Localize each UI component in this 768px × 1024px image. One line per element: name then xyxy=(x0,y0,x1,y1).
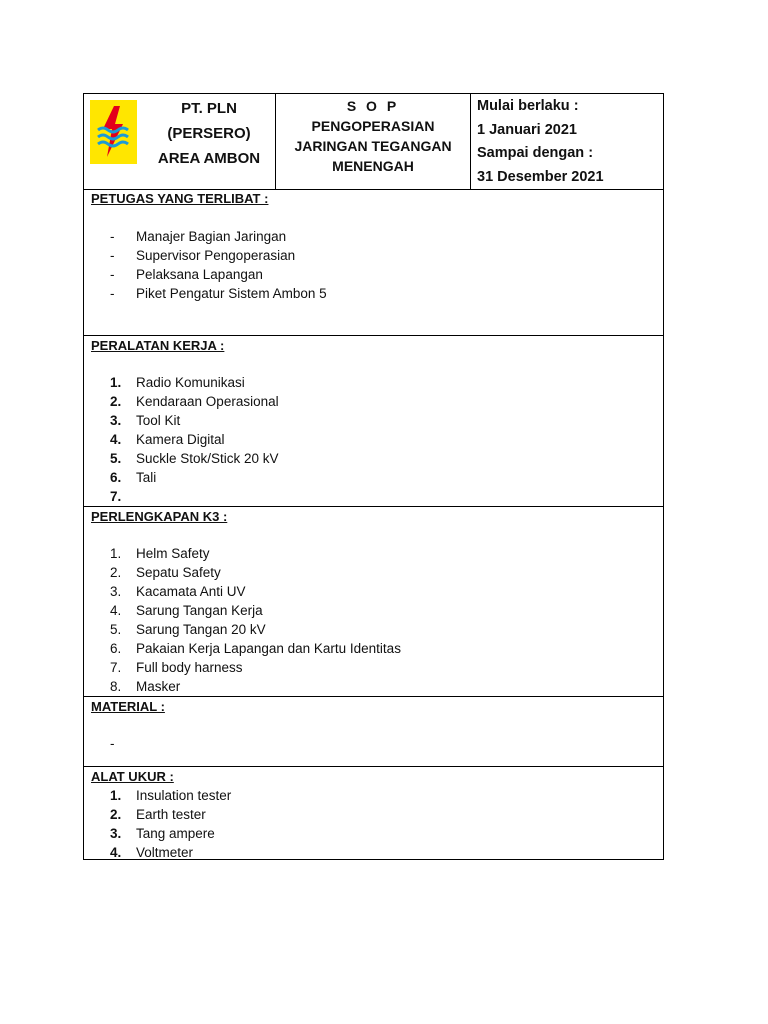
company-name xyxy=(142,96,276,171)
company-line: PT. PLN xyxy=(181,100,237,117)
validity-line: 1 Januari 2021 xyxy=(477,121,577,138)
list-marker: 2. xyxy=(110,394,122,409)
validity-line: 31 Desember 2021 xyxy=(477,168,604,185)
list-item-text: Manajer Bagian Jaringan xyxy=(136,229,287,244)
pln-logo-icon xyxy=(90,100,137,164)
list-item-text: Tali xyxy=(136,470,157,485)
list-item-text: Insulation tester xyxy=(136,788,232,803)
list-marker: 8. xyxy=(110,679,122,694)
validity-line: Sampai dengan : xyxy=(477,145,594,161)
section-perlengkapan-k3 xyxy=(84,507,663,697)
list-marker: 2. xyxy=(110,807,122,822)
list-marker: 7. xyxy=(110,660,122,675)
list-marker: 1. xyxy=(110,375,122,390)
list-marker: 6. xyxy=(110,641,122,656)
list-item-text: Pakaian Kerja Lapangan dan Kartu Identitas xyxy=(136,641,401,656)
list-item-text: Full body harness xyxy=(136,660,243,675)
list-item-text: Radio Komunikasi xyxy=(136,375,245,390)
list-marker: 3. xyxy=(110,826,122,841)
list-marker: 6. xyxy=(110,470,122,485)
list-item-text: Supervisor Pengoperasian xyxy=(136,248,296,263)
validity-cell xyxy=(471,94,664,189)
list-marker: 3. xyxy=(110,584,122,599)
list-item-text: Kendaraan Operasional xyxy=(136,394,279,409)
list-marker: - xyxy=(110,267,115,282)
list-item-text: Pelaksana Lapangan xyxy=(136,267,263,282)
list-item-text: Masker xyxy=(136,679,181,694)
section-title: PERALATAN KERJA : xyxy=(91,338,225,353)
list-item-text: Voltmeter xyxy=(136,845,194,860)
list-marker: - xyxy=(110,248,115,263)
list-marker: 2. xyxy=(110,565,122,580)
list-marker: 4. xyxy=(110,845,122,860)
list-item-text: Earth tester xyxy=(136,807,206,822)
company-line: (PERSERO) xyxy=(167,125,251,142)
list-item-text: Piket Pengatur Sistem Ambon 5 xyxy=(136,286,327,301)
list-marker: 7. xyxy=(110,489,122,504)
validity-dates xyxy=(477,95,604,189)
list-item-text: Sepatu Safety xyxy=(136,565,221,580)
list-marker: - xyxy=(110,736,115,751)
company-cell xyxy=(84,94,276,189)
list-item-text: Kacamata Anti UV xyxy=(136,584,246,599)
sop-title-line: S O P xyxy=(346,98,400,114)
list-marker: 4. xyxy=(110,603,122,618)
document-header xyxy=(84,94,663,190)
sop-title-cell xyxy=(276,94,471,189)
sop-title-line: JARINGAN TEGANGAN xyxy=(294,138,452,154)
list-item-text: Sarung Tangan Kerja xyxy=(136,603,263,618)
list-marker: - xyxy=(110,286,115,301)
list-marker: 4. xyxy=(110,432,122,447)
list-marker: 5. xyxy=(110,451,122,466)
section-petugas xyxy=(84,189,663,336)
section-alat-ukur xyxy=(84,767,663,859)
sop-title xyxy=(276,96,470,176)
section-title: PERLENGKAPAN K3 : xyxy=(91,509,228,524)
list-item-text: Kamera Digital xyxy=(136,432,225,447)
section-title: MATERIAL : xyxy=(91,699,165,714)
validity-line: Mulai berlaku : xyxy=(477,98,579,114)
company-line: AREA AMBON xyxy=(157,150,261,167)
list-item-text: Suckle Stok/Stick 20 kV xyxy=(136,451,279,466)
list-marker: 5. xyxy=(110,622,122,637)
section-material xyxy=(84,697,663,767)
list-item-text: Helm Safety xyxy=(136,546,210,561)
sop-title-line: PENGOPERASIAN xyxy=(311,118,435,134)
sop-title-line: MENENGAH xyxy=(332,158,414,174)
section-peralatan-kerja xyxy=(84,336,663,507)
section-title: ALAT UKUR : xyxy=(91,769,174,784)
list-marker: 1. xyxy=(110,788,122,803)
list-item-text: Tool Kit xyxy=(136,413,181,428)
pln-logo-graphic xyxy=(90,100,137,164)
section-title: PETUGAS YANG TERLIBAT : xyxy=(91,191,269,206)
list-marker: 1. xyxy=(110,546,122,561)
list-marker: - xyxy=(110,229,115,244)
list-marker: 3. xyxy=(110,413,122,428)
list-item-text: Tang ampere xyxy=(136,826,215,841)
sop-document xyxy=(83,93,664,860)
list-item-text: Sarung Tangan 20 kV xyxy=(136,622,266,637)
